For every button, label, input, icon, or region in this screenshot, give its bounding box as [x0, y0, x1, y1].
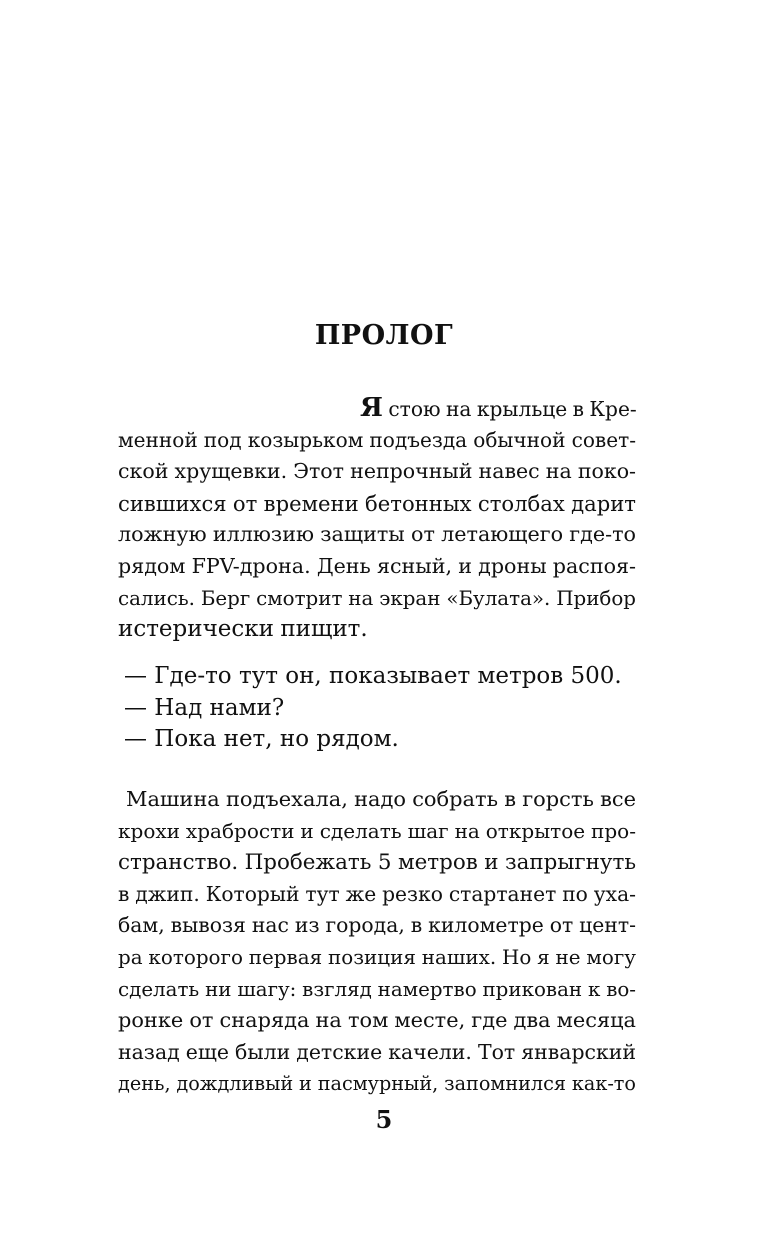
dialogue-line: — Где-то тут он, показывает метров 500.: [124, 663, 622, 689]
paragraph-2-line: ра которого первая позиция наших. Но я не могу: [118, 945, 636, 969]
paragraph-2-line: сделать ни шагу: взгляд намертво прикован к во-: [118, 977, 636, 1001]
paragraph-2-line: день, дождливый и пасмурный, запомнился как-то: [118, 1072, 636, 1096]
page-number: 5: [375, 1105, 393, 1134]
dialogue-line: — Пока нет, но рядом.: [124, 726, 399, 753]
paragraph-1-line: сались. Берг смотрит на экран «Булата». Прибор: [118, 586, 636, 610]
paragraph-2-line: бам, вывозя нас из города, в километре от цент-: [118, 913, 636, 938]
paragraph-1-line: менной под козырьком подъезда обычной совет-: [118, 427, 636, 452]
paragraph-1-line: рядом FPV-дрона. День ясный, и дроны распоя-: [118, 553, 636, 578]
paragraph-2-line: ронке от снаряда на том месте, где два месяца: [118, 1008, 636, 1033]
dropcap: Я: [360, 393, 383, 423]
paragraph-2-line: в джип. Который тут же резко стартанет по уха-: [118, 881, 636, 906]
chapter-title: ПРОЛОГ: [314, 320, 454, 351]
dialogue-block: [124, 661, 636, 756]
paragraph-2-line: Машина подъехала, надо собрать в горсть все: [126, 787, 636, 811]
paragraph-2-line: странство. Пробежать 5 метров и запрыгнуть: [118, 850, 636, 876]
paragraph-2: [118, 784, 636, 1100]
paragraph-1-line: истерически пищит.: [118, 616, 368, 643]
paragraph-1: [118, 393, 636, 646]
paragraph-1-line: сившихся от времени бетонных столбах дарит: [118, 490, 636, 516]
paragraph-1-line: ложную иллюзию защиты от летающего где-то: [118, 522, 636, 547]
paragraph-2-line: назад еще были детские качели. Тот январский: [118, 1039, 636, 1064]
paragraph-2-line: крохи храбрости и сделать шаг на открытое про-: [118, 818, 636, 843]
paragraph-1-line: Я стою на крыльце в Кре-: [360, 393, 637, 423]
paragraph-1-line: ской хрущевки. Этот непрочный навес на поко-: [118, 459, 636, 484]
dialogue-line: — Над нами?: [124, 694, 285, 721]
